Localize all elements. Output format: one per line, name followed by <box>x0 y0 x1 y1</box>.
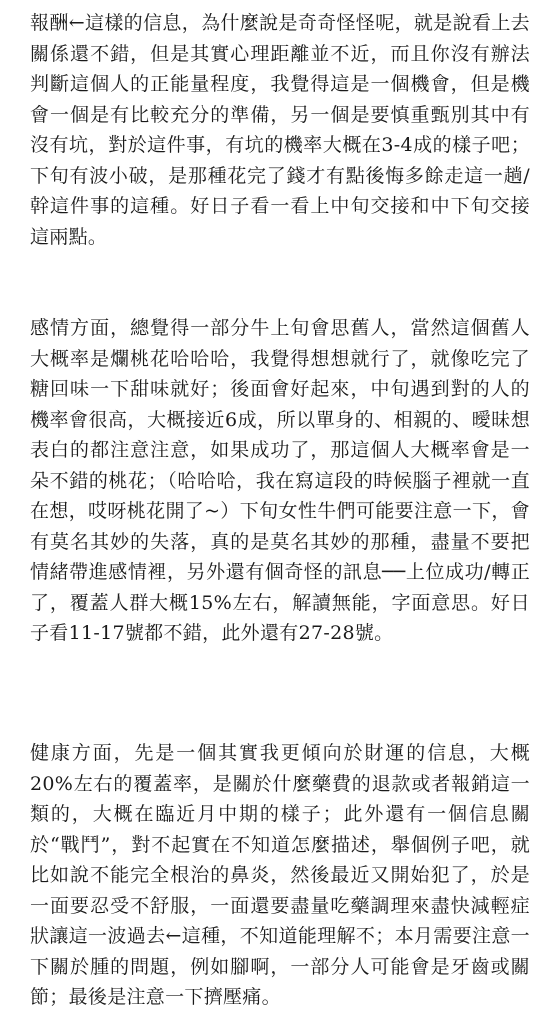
paragraph-career: 報酬←這樣的信息，為什麼說是奇奇怪怪呢，就是說看上去關係還不錯，但是其實心理距離並不近，而且你沒有辦法判斷這個人的正能量程度，我覺得這是一個機會，但是機會一個是有比較充分的準備，另一個是要慎重甄別其中有沒有坑，對於這件事，有坑的機率大概在3-4成的樣子吧；下旬有波小破，是那種花完了錢才有點後悔多餘走這一趟/幹這件事的這種。好日子看一看上中旬交接和中下旬交接這兩點。 <box>30 12 530 248</box>
paragraph-love: 感情方面，總覺得一部分牛上旬會思舊人，當然這個舊人大概率是爛桃花哈哈哈，我覺得想想就行了，就像吃完了糖回味一下甜味就好；後面會好起來，中旬遇到對的人的機率會很高，大概接近6成，所以單身的、相親的、曖昧想表白的都注意注意，如果成功了，那這個人大概率會是一朵不錯的桃花；（哈哈哈，我在寫這段的時候腦子裡就一直在想，哎呀桃花開了~）下旬女性牛們可能要注意一下，會有莫名其妙的失落，真的是莫名其妙的那種，盡量不要把情緒帶進感情裡，另外還有個奇怪的訊息──上位成功/轉正了，覆蓋人群大概15%左右，解讀無能，字面意思。好日子看11-17號都不錯，此外還有27-28號。 <box>30 317 530 644</box>
paragraph-health: 健康方面，先是一個其實我更傾向於財運的信息，大概20%左右的覆蓋率，是關於什麼藥費的退款或者報銷這一類的，大概在臨近月中期的樣子；此外還有一個信息關於“戰鬥”，對不起實在不知道怎麼描述，舉個例子吧，就比如說不能完全根治的鼻炎，然後最近又開始犯了，於是一面要忍受不舒服，一面還要盡量吃藥調理來盡快減輕症狀讓這一波過去←這種，不知道能理解不；本月需要注意一下關於腫的問題，例如腳啊，一部分人可能會是牙齒或關節；最後是注意一下擠壓痛。 <box>30 742 530 1008</box>
